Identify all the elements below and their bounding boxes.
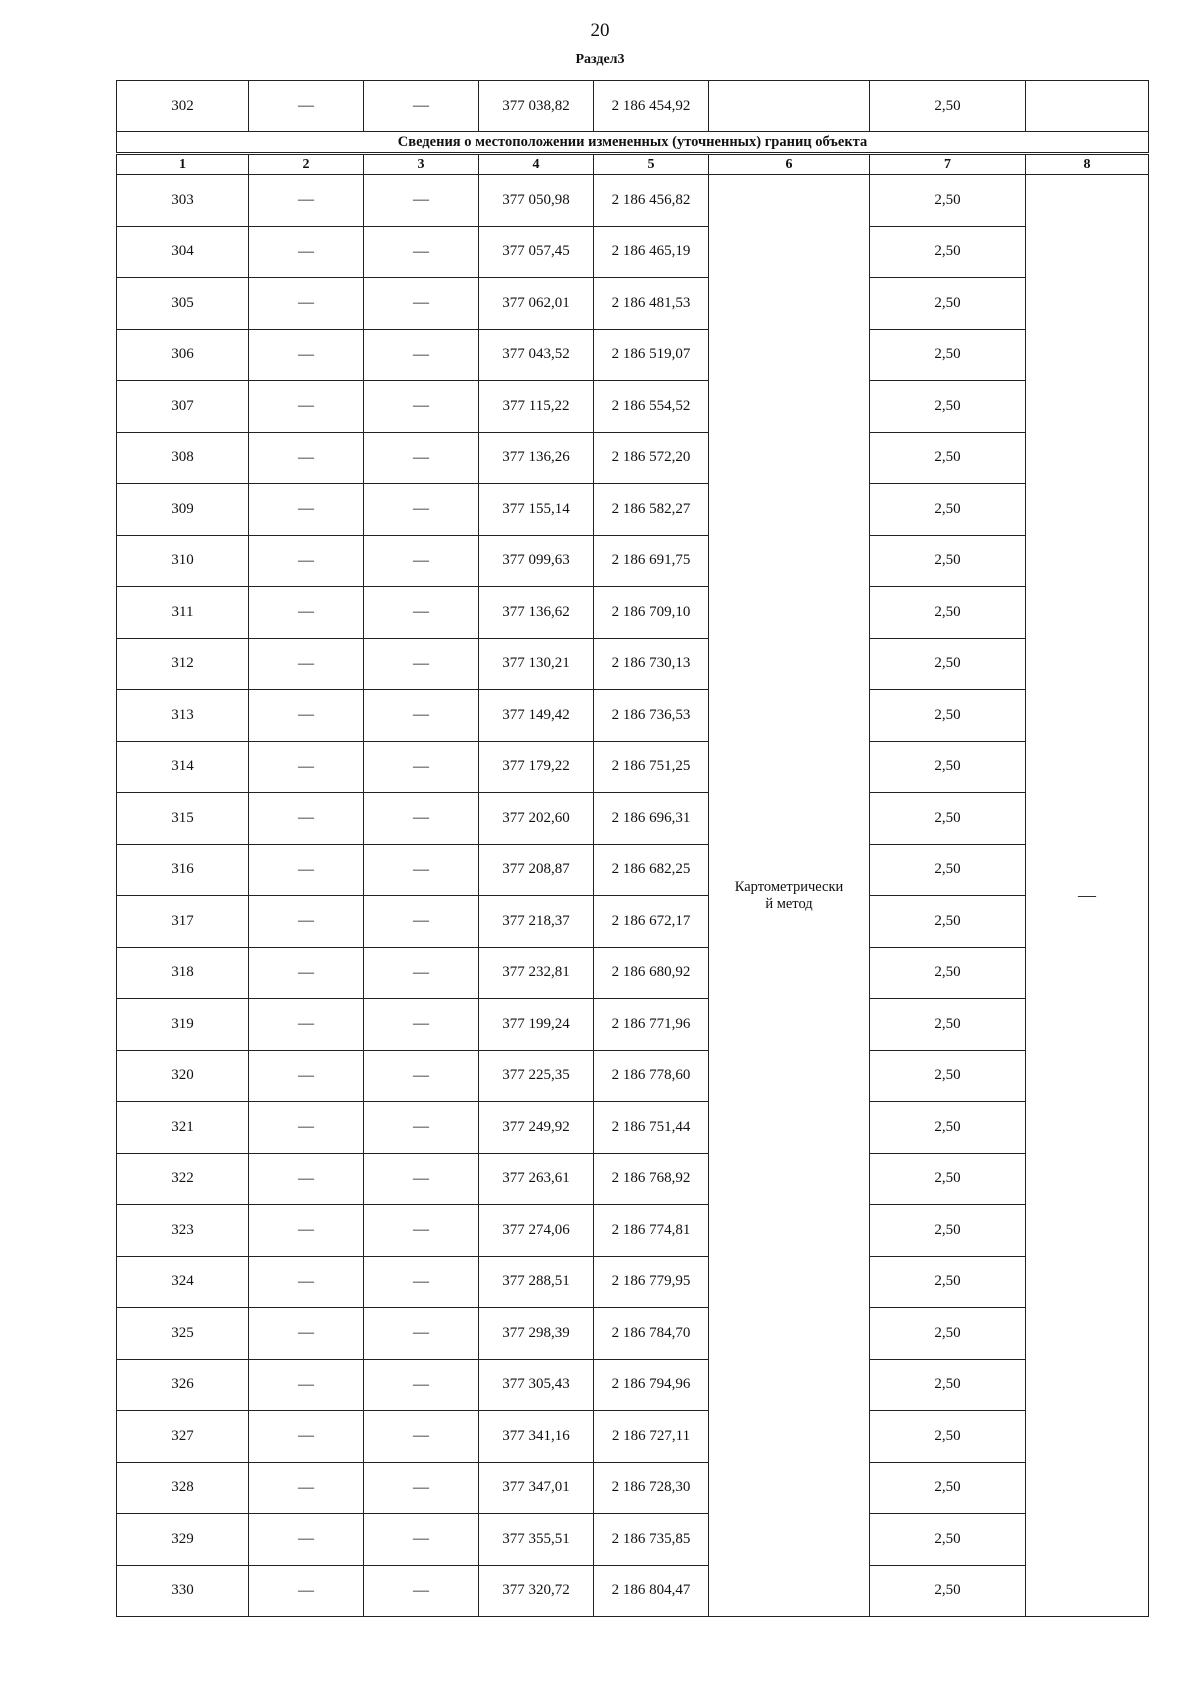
table-row	[117, 947, 1149, 999]
coordinate-y: 2 186 481,53	[594, 278, 709, 330]
dash-cell: —	[364, 1308, 479, 1360]
dash-cell: —	[364, 999, 479, 1051]
point-number: 327	[117, 1411, 249, 1463]
dash-cell: —	[249, 175, 364, 227]
dash-cell: —	[364, 278, 479, 330]
accuracy-cell: 2,50	[870, 844, 1026, 896]
point-number: 310	[117, 535, 249, 587]
dash-cell: —	[249, 1050, 364, 1102]
accuracy-cell: 2,50	[870, 432, 1026, 484]
point-number: 308	[117, 432, 249, 484]
coordinate-y: 2 186 774,81	[594, 1205, 709, 1257]
table-row	[117, 999, 1149, 1051]
accuracy-cell: 2,50	[870, 690, 1026, 742]
dash-cell: —	[249, 1411, 364, 1463]
accuracy-cell: 2,50	[870, 793, 1026, 845]
dash-cell: —	[364, 329, 479, 381]
table-row	[117, 278, 1149, 330]
coordinate-y: 2 186 519,07	[594, 329, 709, 381]
coordinate-x: 377 136,62	[479, 587, 594, 639]
table-row	[117, 1411, 1149, 1463]
dash-cell: —	[249, 226, 364, 278]
coordinate-x: 377 202,60	[479, 793, 594, 845]
dash-cell: —	[364, 81, 479, 132]
accuracy-cell: 2,50	[870, 1411, 1026, 1463]
point-number: 313	[117, 690, 249, 742]
coordinate-y: 2 186 736,53	[594, 690, 709, 742]
table-row	[117, 1050, 1149, 1102]
dash-cell: —	[249, 1359, 364, 1411]
coordinate-x: 377 305,43	[479, 1359, 594, 1411]
point-number: 329	[117, 1514, 249, 1566]
coordinate-y: 2 186 572,20	[594, 432, 709, 484]
point-number: 304	[117, 226, 249, 278]
dash-cell: —	[249, 947, 364, 999]
coordinate-y: 2 186 730,13	[594, 638, 709, 690]
table-row	[117, 484, 1149, 536]
coordinate-y: 2 186 751,25	[594, 741, 709, 793]
coordinate-y: 2 186 680,92	[594, 947, 709, 999]
coordinate-x: 377 341,16	[479, 1411, 594, 1463]
dash-cell: —	[364, 1411, 479, 1463]
dash-cell: —	[249, 741, 364, 793]
coordinate-y: 2 186 682,25	[594, 844, 709, 896]
dash-cell: —	[364, 432, 479, 484]
accuracy-cell: 2,50	[870, 1050, 1026, 1102]
accuracy-cell: 2,50	[870, 587, 1026, 639]
dash-cell: —	[249, 1565, 364, 1617]
column-number-7: 7	[870, 154, 1026, 175]
table-row	[117, 1308, 1149, 1360]
accuracy-cell: 2,50	[870, 947, 1026, 999]
point-number: 330	[117, 1565, 249, 1617]
accuracy-cell: 2,50	[870, 1359, 1026, 1411]
dash-cell: —	[364, 638, 479, 690]
table-row	[117, 432, 1149, 484]
accuracy-cell: 2,50	[870, 329, 1026, 381]
coordinate-y: 2 186 804,47	[594, 1565, 709, 1617]
dash-cell: —	[364, 1050, 479, 1102]
dash-cell: —	[364, 947, 479, 999]
dash-cell: —	[249, 896, 364, 948]
point-number: 324	[117, 1256, 249, 1308]
dash-cell: —	[249, 278, 364, 330]
point-number: 323	[117, 1205, 249, 1257]
coordinate-y: 2 186 727,11	[594, 1411, 709, 1463]
coordinate-x: 377 136,26	[479, 432, 594, 484]
table-row	[117, 1102, 1149, 1154]
table-row	[117, 793, 1149, 845]
point-number: 307	[117, 381, 249, 433]
section-heading-row	[117, 132, 1149, 154]
coordinate-x: 377 043,52	[479, 329, 594, 381]
method-text-line-1: Картометрически	[734, 878, 844, 895]
coordinate-y: 2 186 456,82	[594, 175, 709, 227]
point-number: 306	[117, 329, 249, 381]
dash-cell: —	[364, 226, 479, 278]
dash-cell: —	[364, 381, 479, 433]
coordinate-y: 2 186 751,44	[594, 1102, 709, 1154]
dash-cell: —	[249, 432, 364, 484]
dash-cell: —	[249, 1514, 364, 1566]
page-number: 20	[590, 20, 610, 41]
dash-cell: —	[249, 329, 364, 381]
column-number-row	[117, 154, 1149, 175]
dash-cell: —	[249, 690, 364, 742]
accuracy-cell: 2,50	[870, 1308, 1026, 1360]
column-number-1: 1	[117, 154, 249, 175]
dash-cell: —	[249, 535, 364, 587]
table-row	[117, 535, 1149, 587]
table-row	[117, 1565, 1149, 1617]
accuracy-cell: 2,50	[870, 741, 1026, 793]
coordinate-y: 2 186 778,60	[594, 1050, 709, 1102]
coordinate-x: 377 298,39	[479, 1308, 594, 1360]
table-row	[117, 81, 1149, 132]
accuracy-cell: 2,50	[870, 278, 1026, 330]
table-row	[117, 690, 1149, 742]
dash-cell: —	[249, 638, 364, 690]
dash-cell: —	[249, 484, 364, 536]
description-cell: —	[1026, 175, 1149, 1617]
accuracy-cell: 2,50	[870, 226, 1026, 278]
accuracy-cell: 2,50	[870, 1565, 1026, 1617]
accuracy-cell: 2,50	[870, 1205, 1026, 1257]
coordinate-y: 2 186 735,85	[594, 1514, 709, 1566]
dash-cell: —	[249, 1205, 364, 1257]
coordinate-x: 377 050,98	[479, 175, 594, 227]
method-text-line-2: й метод	[765, 895, 813, 912]
point-number: 317	[117, 896, 249, 948]
table-row	[117, 896, 1149, 948]
table-row	[117, 175, 1149, 227]
coordinate-x: 377 115,22	[479, 381, 594, 433]
method-cell	[709, 175, 870, 1617]
point-number: 309	[117, 484, 249, 536]
table-row	[117, 844, 1149, 896]
coordinate-x: 377 155,14	[479, 484, 594, 536]
dash-cell: —	[364, 1462, 479, 1514]
point-number: 305	[117, 278, 249, 330]
table-row	[117, 638, 1149, 690]
dash-cell: —	[249, 1462, 364, 1514]
dash-cell: —	[364, 844, 479, 896]
coordinate-x: 377 130,21	[479, 638, 594, 690]
accuracy-cell: 2,50	[870, 1514, 1026, 1566]
dash-cell: —	[364, 1102, 479, 1154]
coordinate-x: 377 232,81	[479, 947, 594, 999]
coordinate-y: 2 186 554,52	[594, 381, 709, 433]
table-row	[117, 226, 1149, 278]
table-row	[117, 381, 1149, 433]
accuracy-cell: 2,50	[870, 896, 1026, 948]
dash-cell: —	[249, 1102, 364, 1154]
dash-cell: —	[364, 484, 479, 536]
column-number-8: 8	[1026, 154, 1149, 175]
coordinate-y: 2 186 672,17	[594, 896, 709, 948]
point-number: 311	[117, 587, 249, 639]
coordinate-x: 377 355,51	[479, 1514, 594, 1566]
description-cell	[1026, 81, 1149, 132]
dash-cell: —	[364, 1153, 479, 1205]
point-number: 322	[117, 1153, 249, 1205]
coordinate-y: 2 186 696,31	[594, 793, 709, 845]
dash-cell: —	[249, 1308, 364, 1360]
coordinate-x: 377 062,01	[479, 278, 594, 330]
column-number-3: 3	[364, 154, 479, 175]
accuracy-cell: 2,50	[870, 381, 1026, 433]
dash-cell: —	[249, 381, 364, 433]
point-number: 328	[117, 1462, 249, 1514]
coordinate-x: 377 199,24	[479, 999, 594, 1051]
coordinates-table	[116, 80, 1149, 1617]
coordinate-y: 2 186 709,10	[594, 587, 709, 639]
dash-cell: —	[364, 175, 479, 227]
point-number: 326	[117, 1359, 249, 1411]
dash-cell: —	[364, 1256, 479, 1308]
coordinate-x: 377 038,82	[479, 81, 594, 132]
coordinate-y: 2 186 779,95	[594, 1256, 709, 1308]
section-heading: Сведения о местоположении измененных (уточненных) границ объекта	[117, 132, 1149, 154]
dash-cell: —	[364, 1514, 479, 1566]
coordinate-y: 2 186 768,92	[594, 1153, 709, 1205]
coordinate-x: 377 263,61	[479, 1153, 594, 1205]
coordinate-y: 2 186 465,19	[594, 226, 709, 278]
coordinate-y: 2 186 691,75	[594, 535, 709, 587]
accuracy-cell: 2,50	[870, 1153, 1026, 1205]
dash-cell: —	[364, 1205, 479, 1257]
coordinate-x: 377 218,37	[479, 896, 594, 948]
dash-cell: —	[364, 1359, 479, 1411]
coordinate-y: 2 186 454,92	[594, 81, 709, 132]
dash-cell: —	[249, 1153, 364, 1205]
dash-cell: —	[249, 844, 364, 896]
coordinate-x: 377 274,06	[479, 1205, 594, 1257]
coordinate-x: 377 149,42	[479, 690, 594, 742]
coordinate-x: 377 099,63	[479, 535, 594, 587]
coordinate-x: 377 249,92	[479, 1102, 594, 1154]
table-row	[117, 329, 1149, 381]
point-number: 312	[117, 638, 249, 690]
dash-cell: —	[364, 690, 479, 742]
coordinate-x: 377 320,72	[479, 1565, 594, 1617]
dash-cell: —	[364, 741, 479, 793]
section-title: Раздел3	[575, 52, 625, 67]
accuracy-cell: 2,50	[870, 535, 1026, 587]
dash-cell: —	[364, 1565, 479, 1617]
accuracy-cell: 2,50	[870, 484, 1026, 536]
dash-cell: —	[249, 1256, 364, 1308]
point-number: 302	[117, 81, 249, 132]
point-number: 303	[117, 175, 249, 227]
accuracy-cell: 2,50	[870, 638, 1026, 690]
coordinate-y: 2 186 728,30	[594, 1462, 709, 1514]
accuracy-cell: 2,50	[870, 999, 1026, 1051]
point-number: 314	[117, 741, 249, 793]
table-row	[117, 1359, 1149, 1411]
table-row	[117, 741, 1149, 793]
coordinate-y: 2 186 582,27	[594, 484, 709, 536]
coordinate-x: 377 347,01	[479, 1462, 594, 1514]
coordinate-x: 377 288,51	[479, 1256, 594, 1308]
dash-cell: —	[364, 587, 479, 639]
dash-cell: —	[249, 999, 364, 1051]
table-row	[117, 1256, 1149, 1308]
dash-cell: —	[364, 793, 479, 845]
coordinate-x: 377 179,22	[479, 741, 594, 793]
dash-cell: —	[364, 896, 479, 948]
dash-cell: —	[364, 535, 479, 587]
coordinate-y: 2 186 771,96	[594, 999, 709, 1051]
point-number: 318	[117, 947, 249, 999]
accuracy-cell: 2,50	[870, 175, 1026, 227]
point-number: 319	[117, 999, 249, 1051]
point-number: 320	[117, 1050, 249, 1102]
coordinate-y: 2 186 784,70	[594, 1308, 709, 1360]
column-number-5: 5	[594, 154, 709, 175]
coordinate-x: 377 225,35	[479, 1050, 594, 1102]
accuracy-cell: 2,50	[870, 1102, 1026, 1154]
column-number-2: 2	[249, 154, 364, 175]
point-number: 316	[117, 844, 249, 896]
coordinate-y: 2 186 794,96	[594, 1359, 709, 1411]
point-number: 315	[117, 793, 249, 845]
column-number-4: 4	[479, 154, 594, 175]
dash-cell: —	[249, 81, 364, 132]
dash-cell: —	[249, 793, 364, 845]
table-row	[117, 1462, 1149, 1514]
point-number: 321	[117, 1102, 249, 1154]
accuracy-cell: 2,50	[870, 1256, 1026, 1308]
table-row	[117, 1205, 1149, 1257]
table-row	[117, 587, 1149, 639]
column-number-6: 6	[709, 154, 870, 175]
accuracy-cell: 2,50	[870, 81, 1026, 132]
accuracy-cell: 2,50	[870, 1462, 1026, 1514]
dash-cell: —	[249, 587, 364, 639]
coordinate-x: 377 208,87	[479, 844, 594, 896]
table-row	[117, 1153, 1149, 1205]
table-row	[117, 1514, 1149, 1566]
coordinate-x: 377 057,45	[479, 226, 594, 278]
method-cell	[709, 81, 870, 132]
point-number: 325	[117, 1308, 249, 1360]
